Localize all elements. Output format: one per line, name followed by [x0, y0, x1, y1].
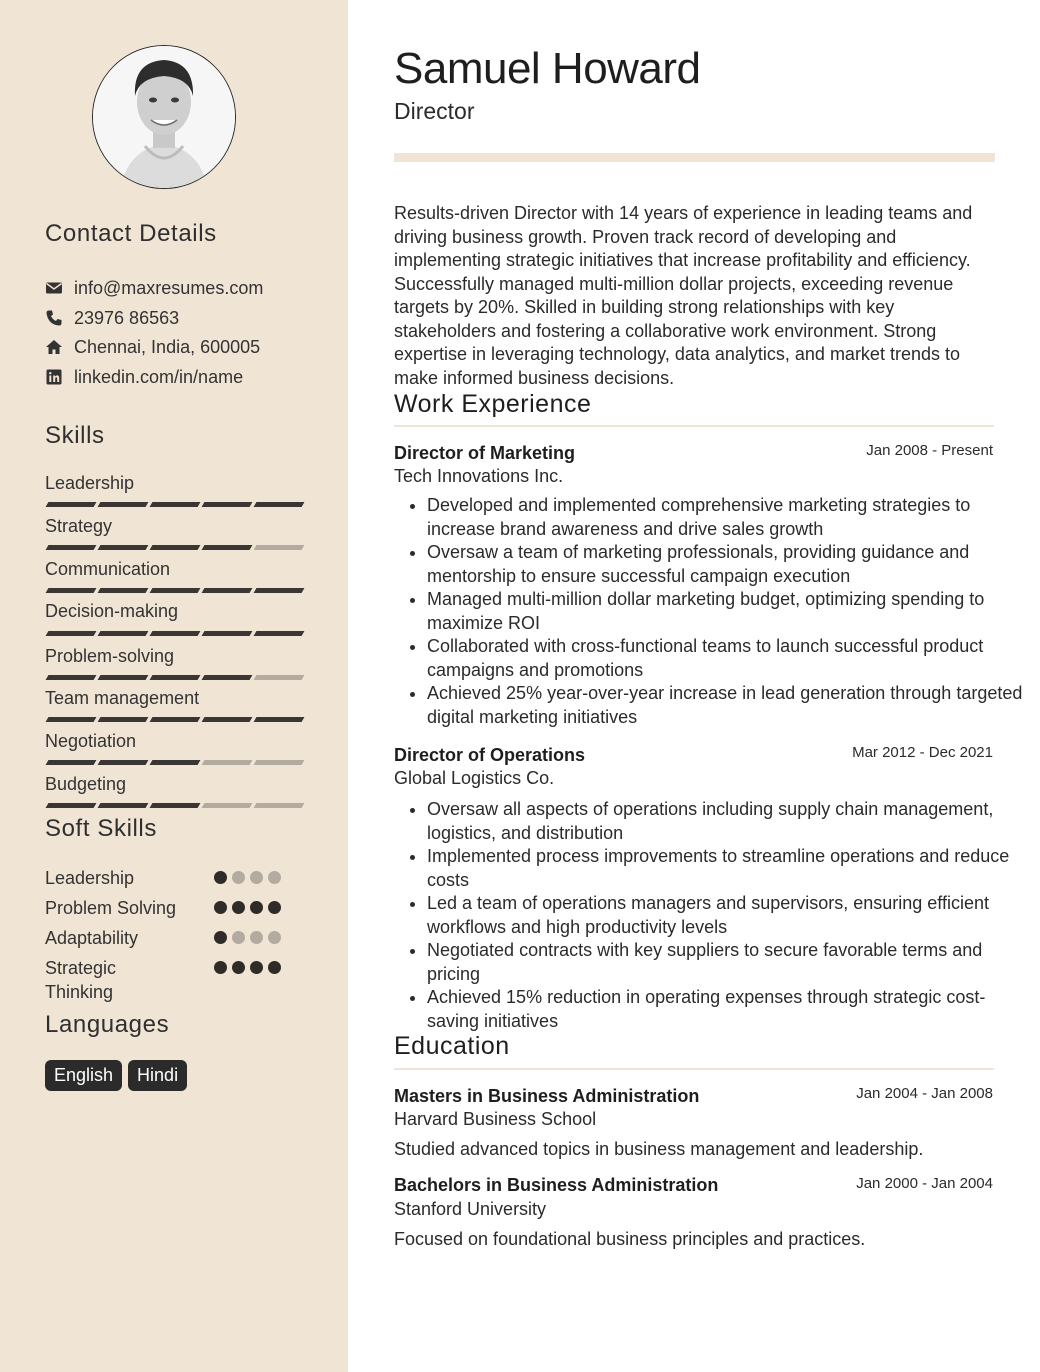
- job-dates: Jan 2008 - Present: [866, 442, 993, 459]
- candidate-name: Samuel Howard: [394, 44, 701, 93]
- rating-segment-filled: [98, 502, 149, 507]
- degree-description: Studied advanced topics in business management and leadership.: [394, 1139, 924, 1159]
- skill-rating-bar: [47, 803, 303, 808]
- job-bullet: • Achieved 15% reduction in operating expenses through strategic cost-saving initiatives: [427, 986, 1027, 1033]
- job-bullet: • Developed and implemented comprehensive marketing strategies to increase brand awareness and drive sales growth: [427, 494, 1027, 541]
- phone-icon: [45, 309, 63, 327]
- skill-rating-bar: [47, 675, 303, 680]
- job-company: Global Logistics Co.: [394, 768, 555, 788]
- degree-title: Masters in Business Administration: [394, 1086, 700, 1106]
- contact-email-text: info@maxresumes.com: [74, 277, 264, 298]
- profile-photo-illustration: [93, 46, 235, 188]
- school-name: Stanford University: [394, 1199, 547, 1219]
- language-tag: Hindi: [128, 1060, 187, 1091]
- rating-segment-filled: [202, 588, 253, 593]
- skill-name: Strategy: [45, 516, 113, 536]
- rating-segment-empty: [254, 803, 305, 808]
- skill-rating-bar: [47, 588, 303, 593]
- rating-segment-filled: [98, 760, 149, 765]
- job-bullet: • Led a team of operations managers and supervisors, ensuring efficient workflows and high productivity levels: [427, 892, 1027, 939]
- skill-name: Leadership: [45, 473, 135, 493]
- rating-dot-empty: [268, 871, 281, 884]
- rating-segment-filled: [46, 760, 97, 765]
- rating-dot-empty: [268, 931, 281, 944]
- job-dates: Mar 2012 - Dec 2021: [852, 744, 993, 761]
- skill-name: Problem-solving: [45, 646, 175, 666]
- soft-skill-name: Adaptability: [45, 928, 139, 948]
- rating-dot-empty: [250, 871, 263, 884]
- skill-name: Budgeting: [45, 774, 127, 794]
- languages-list: [45, 1060, 187, 1091]
- rating-segment-filled: [46, 675, 97, 680]
- rating-segment-filled: [150, 803, 201, 808]
- rating-segment-filled: [202, 717, 253, 722]
- job-company: Tech Innovations Inc.: [394, 466, 564, 486]
- contact-heading: Contact Details: [45, 220, 217, 247]
- skill-name: Decision-making: [45, 601, 179, 621]
- rating-segment-filled: [202, 631, 253, 636]
- rating-segment-empty: [202, 760, 253, 765]
- envelope-icon: [45, 279, 63, 297]
- contact-email[interactable]: [45, 276, 263, 300]
- rating-dot-filled: [232, 961, 245, 974]
- contact-phone-text: 23976 86563: [74, 307, 180, 328]
- education-heading: Education: [394, 1032, 510, 1060]
- profile-photo: [92, 45, 236, 189]
- rating-segment-filled: [150, 717, 201, 722]
- contact-phone[interactable]: [45, 306, 179, 330]
- degree-description: Focused on foundational business principles and practices.: [394, 1229, 866, 1249]
- linkedin-icon: [45, 368, 63, 386]
- rating-segment-empty: [254, 675, 305, 680]
- rating-segment-filled: [254, 717, 305, 722]
- soft-skill-name: Strategic Thinking: [45, 958, 117, 1002]
- skill-rating-bar: [47, 545, 303, 550]
- rating-dot-filled: [214, 961, 227, 974]
- rating-segment-empty: [254, 545, 305, 550]
- job-title: Director of Operations: [394, 745, 586, 765]
- soft-skill-rating: [214, 871, 281, 884]
- rating-dot-filled: [214, 871, 227, 884]
- rating-segment-filled: [202, 675, 253, 680]
- job-bullet: • Negotiated contracts with key suppliers to secure favorable terms and pricing: [427, 939, 1027, 986]
- rating-segment-filled: [150, 545, 201, 550]
- rating-segment-filled: [98, 631, 149, 636]
- job-bullet: • Implemented process improvements to streamline operations and reduce costs: [427, 845, 1027, 892]
- rating-dot-empty: [232, 871, 245, 884]
- rating-dot-filled: [214, 901, 227, 914]
- soft-skill-rating: [214, 931, 281, 944]
- rating-dot-filled: [268, 901, 281, 914]
- skill-rating-bar: [47, 717, 303, 722]
- rating-segment-filled: [150, 675, 201, 680]
- sidebar: [0, 0, 348, 1372]
- rating-dot-empty: [250, 931, 263, 944]
- rating-segment-filled: [254, 631, 305, 636]
- degree-dates: Jan 2004 - Jan 2008: [856, 1085, 993, 1102]
- rating-segment-filled: [46, 545, 97, 550]
- candidate-title: Director: [394, 98, 475, 124]
- rating-segment-empty: [202, 803, 253, 808]
- rating-segment-filled: [98, 717, 149, 722]
- languages-heading: Languages: [45, 1011, 170, 1038]
- profile-summary: Results-driven Director with 14 years of experience in leading teams and driving business growth. Proven track record of developing and implementing strategic initiatives that increase profitability and efficiency. Successfully managed multi-million dollar projects, exceeding revenue targets by 20%. Skilled in building strong relationships with key stakeholders and fostering a collaborative work environment. Strong expertise in leveraging technology, data analytics, and market trends to make informed business decisions.: [394, 203, 973, 388]
- rating-segment-filled: [46, 631, 97, 636]
- rating-segment-empty: [254, 760, 305, 765]
- soft-skill-rating: [214, 901, 281, 914]
- rating-segment-filled: [254, 502, 305, 507]
- contact-linkedin[interactable]: [45, 365, 243, 389]
- degree-dates: Jan 2000 - Jan 2004: [856, 1175, 993, 1192]
- rating-segment-filled: [98, 588, 149, 593]
- rating-dot-filled: [268, 961, 281, 974]
- rating-segment-filled: [150, 631, 201, 636]
- rating-dot-filled: [250, 961, 263, 974]
- experience-heading: Work Experience: [394, 390, 592, 418]
- soft-skill-name: Problem Solving: [45, 898, 177, 918]
- job-bullet: • Oversaw all aspects of operations including supply chain management, logistics, and distribution: [427, 798, 1027, 845]
- rating-segment-filled: [150, 588, 201, 593]
- language-tag: English: [45, 1060, 122, 1091]
- job-title: Director of Marketing: [394, 443, 576, 463]
- rating-segment-filled: [150, 760, 201, 765]
- rating-segment-filled: [46, 502, 97, 507]
- contact-linkedin-text: linkedin.com/in/name: [74, 366, 244, 387]
- education-divider: [394, 1068, 994, 1070]
- rating-segment-filled: [254, 588, 305, 593]
- rating-segment-filled: [98, 803, 149, 808]
- job-bullets: [394, 494, 1027, 729]
- skill-name: Communication: [45, 559, 171, 579]
- rating-segment-filled: [202, 502, 253, 507]
- degree-title: Bachelors in Business Administration: [394, 1175, 719, 1195]
- skill-name: Team management: [45, 688, 200, 708]
- rating-segment-filled: [46, 717, 97, 722]
- rating-segment-filled: [98, 675, 149, 680]
- experience-divider: [394, 425, 994, 427]
- job-bullet: • Oversaw a team of marketing professionals, providing guidance and mentorship to ensure successful campaign execution: [427, 541, 1027, 588]
- rating-dot-filled: [214, 931, 227, 944]
- rating-segment-filled: [46, 588, 97, 593]
- skill-rating-bar: [47, 760, 303, 765]
- rating-dot-empty: [232, 931, 245, 944]
- job-bullets: [394, 798, 1027, 1033]
- skill-rating-bar: [47, 631, 303, 636]
- job-bullet: • Managed multi-million dollar marketing budget, optimizing spending to maximize ROI: [427, 588, 1027, 635]
- job-bullet: • Achieved 25% year-over-year increase in lead generation through targeted digital marketing initiatives: [427, 682, 1027, 729]
- rating-segment-filled: [98, 545, 149, 550]
- rating-segment-filled: [202, 545, 253, 550]
- skill-name: Negotiation: [45, 731, 137, 751]
- skills-heading: Skills: [45, 422, 105, 449]
- header-divider: [394, 153, 995, 162]
- rating-segment-filled: [150, 502, 201, 507]
- rating-segment-filled: [46, 803, 97, 808]
- home-icon: [45, 338, 63, 356]
- soft-skills-heading: Soft Skills: [45, 815, 157, 842]
- skill-rating-bar: [47, 502, 303, 507]
- rating-dot-filled: [232, 901, 245, 914]
- job-bullet: • Collaborated with cross-functional teams to launch successful product campaigns and promotions: [427, 635, 1027, 682]
- soft-skill-name: Leadership: [45, 868, 135, 888]
- soft-skill-rating: [214, 961, 281, 974]
- school-name: Harvard Business School: [394, 1109, 597, 1129]
- rating-dot-filled: [250, 901, 263, 914]
- contact-address: [45, 335, 260, 359]
- contact-address-text: Chennai, India, 600005: [74, 336, 261, 357]
